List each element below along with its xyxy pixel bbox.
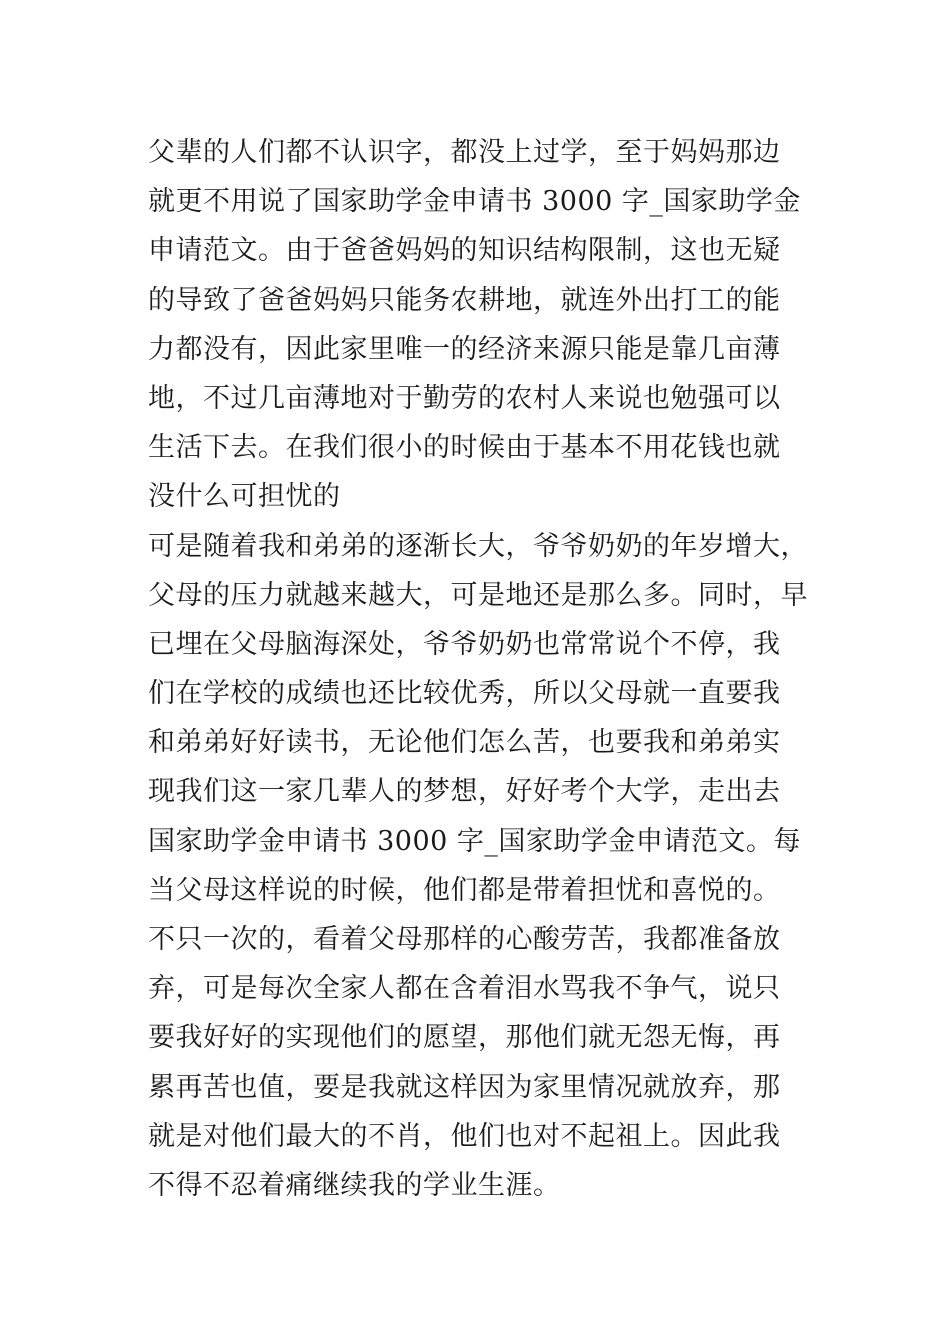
text-line: 就是对他们最大的不肖，他们也对不起祖上。因此我 (148, 1120, 781, 1152)
text-line: 现我们这一家几辈人的梦想，好好考个大学，走出去 (148, 776, 781, 808)
text-line: 不只一次的，看着父母那样的心酸劳苦，我都准备放 (148, 924, 781, 955)
text-line: 已埋在父母脑海深处，爷爷奶奶也常常说个不停，我 (148, 628, 781, 660)
text-line: 生活下去。在我们很小的时候由于基本不用花钱也就 (148, 432, 781, 464)
text-line: 累再苦也值，要是我就这样因为家里情况就放弃，那 (148, 1071, 781, 1103)
text-line: 们在学校的成绩也还比较优秀，所以父母就一直要我 (148, 678, 781, 710)
text-line: 和弟弟好好读书，无论他们怎么苦，也要我和弟弟实 (148, 727, 781, 759)
text-line: 没什么可担忧的 (148, 481, 341, 513)
text-line: 力都没有，因此家里唯一的经济来源只能是靠几亩薄 (148, 333, 781, 365)
text-line: 国家助学金申请书 3000 字_国家助学金申请范文。每 (148, 825, 801, 857)
text-line: 弃，可是每次全家人都在含着泪水骂我不争气，说只 (148, 973, 781, 1005)
text-line: 申请范文。由于爸爸妈妈的知识结构限制，这也无疑 (148, 235, 781, 267)
text-line: 可是随着我和弟弟的逐渐长大，爷爷奶奶的年岁增大， (148, 530, 808, 562)
text-line: 要我好好的实现他们的愿望，那他们就无怨无悔，再 (148, 1022, 781, 1054)
text-line: 的导致了爸爸妈妈只能务农耕地，就连外出打工的能 (148, 284, 781, 316)
text-line: 地，不过几亩薄地对于勤劳的农村人来说也勉强可以 (148, 382, 781, 414)
text-line: 父辈的人们都不认识字，都没上过学，至于妈妈那边 (148, 137, 781, 168)
text-line: 不得不忍着痛继续我的学业生涯。 (148, 1169, 561, 1201)
text-line: 就更不用说了国家助学金申请书 3000 字_国家助学金 (148, 186, 801, 218)
body-text (148, 128, 808, 1210)
text-line: 当父母这样说的时候，他们都是带着担忧和喜悦的。 (148, 874, 781, 906)
text-line: 父母的压力就越来越大，可是地还是那么多。同时，早 (148, 579, 808, 611)
